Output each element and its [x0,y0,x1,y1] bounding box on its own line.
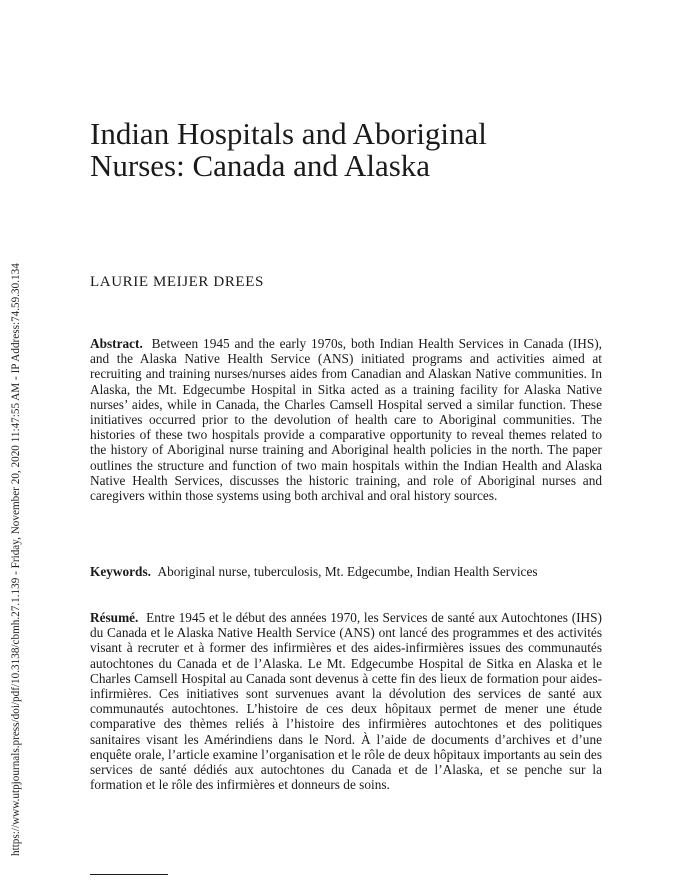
resume-paragraph [90,610,602,792]
article-title-line-1: Indian Hospitals and Aboriginal [90,116,487,151]
abstract-paragraph [90,336,602,503]
keywords-label: Keywords. [90,564,151,579]
keywords-paragraph [90,564,602,579]
resume-label: Résumé. [90,610,139,625]
abstract-text: Between 1945 and the early 1970s, both Indian Health Services in Canada (IHS), and the Alaska Native Health Service (ANS) initiated programs and activities aimed at recruiting and training nurses/nurses aides from Canadian and Alaskan Native communities. In Alaska, the Mt. Edgecumbe Hospital in Sitka acted as a training facility for Alaska Native nurses’ aides, while in Canada, the Charles Camsell Hospital served a similar function. These initiatives occurred prior to the devolution of health care to Aboriginal communities. The histories of these two hospitals provide a comparative opportunity to reveal themes related to the history of Aboriginal nurse training and Aboriginal health policies in the north. The paper outlines the structure and function of two main hospitals within the Indian Health and Alaska Native Health Services, discusses the historic training, and role of Aboriginal nurses and caregivers within those systems using both archival and oral history sources. [90,336,602,504]
author-name: LAURIE MEIJER DREES [90,274,264,290]
footnote-divider [90,874,168,875]
download-info-sidebar [1,0,22,880]
article-title-line-2: Nurses: Canada and Alaska [90,148,431,183]
article-title [90,118,610,182]
keywords-text: Aboriginal nurse, tuberculosis, Mt. Edgecumbe, Indian Health Services [157,564,538,579]
download-info-text: https://www.utpjournals.press/doi/pdf/10.3138/cbmh.27.1.139 - Friday, November 20, 2020 11:47:55 AM - IP Address:74.59.30.134 [10,263,22,856]
abstract-label: Abstract. [90,336,143,351]
resume-text: Entre 1945 et le début des années 1970, les Services de santé aux Autochtones (IHS) du Canada et le Alaska Native Health Service (ANS) ont lancé des programmes et des activités visant à recruter et à former des infirmières et des aides-infirmières issues des communautés autochtones du Canada et de l’Alaska. Le Mt. Edgecumbe Hospital de Sitka en Alaska et le Charles Camsell Hospital au Canada sont devenus à cette fin des lieux de formation pour aides-infirmières. Ces initiatives sont survenues avant la dévolution des services de santé aux communautés autochtones. L’histoire de ces deux hôpitaux permet de mener une étude comparative des thèmes reliés à l’histoire des infirmières autochtones et des politiques sanitaires visant les Amérindiens dans le Nord. À l’aide de documents d’archives et d’une enquête orale, l’article examine l’organisation et le rôle de deux hôpitaux importants au sein des services de santé dédiés aux autochtones du Canada et de l’Alaska, et se penche sur la formation et le rôle des infirmières et donneurs de soins. [90,610,602,793]
